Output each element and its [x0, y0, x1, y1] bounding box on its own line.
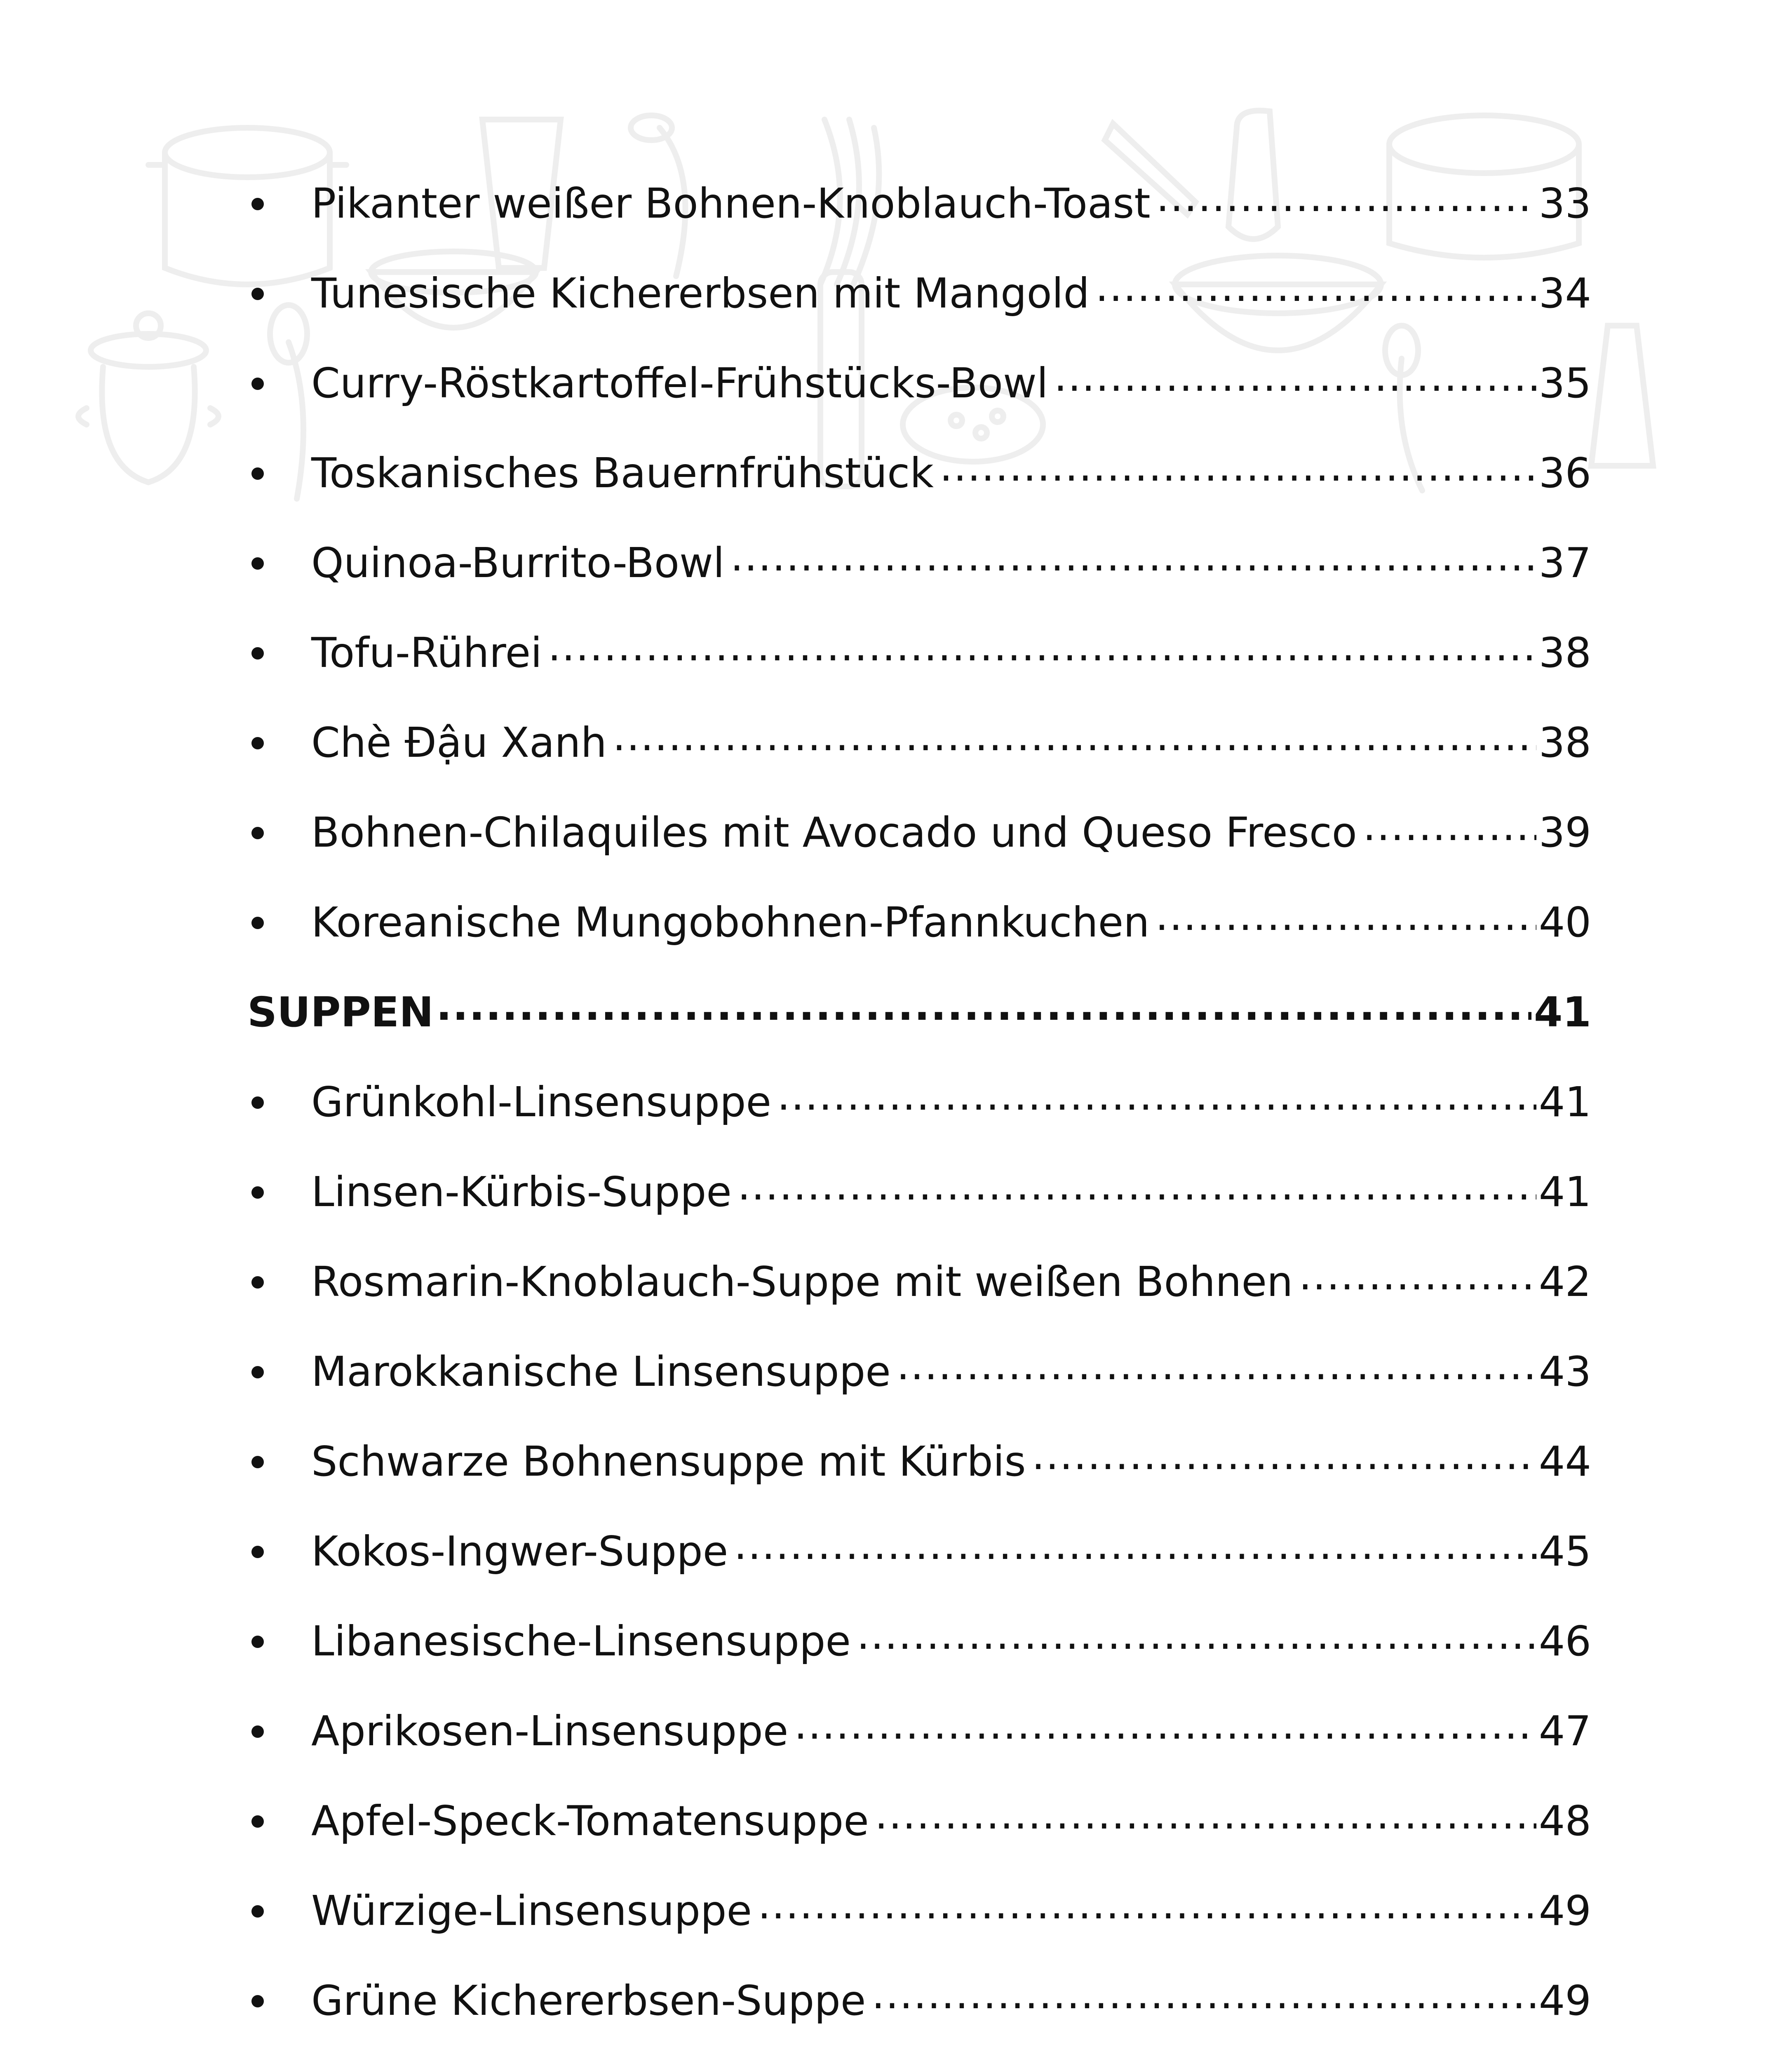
- bullet-icon: [247, 1261, 311, 1303]
- toc-entry-title: Schwarze Bohnensuppe mit Kürbis: [311, 1437, 1026, 1486]
- toc-entry-title: Marokkanische Linsensuppe: [311, 1347, 891, 1396]
- dot-leader: [734, 1531, 1536, 1572]
- toc-entry[interactable]: [247, 1147, 1591, 1237]
- toc-page-number: 38: [1538, 629, 1591, 677]
- dot-leader: [1299, 1261, 1536, 1303]
- dot-leader: [857, 1621, 1536, 1662]
- toc-page-number: 49: [1538, 1887, 1591, 1935]
- bullet-icon: [247, 363, 311, 404]
- bullet-icon: [247, 812, 311, 853]
- toc-entry[interactable]: [247, 788, 1591, 878]
- toc-entry-title: Koreanische Mungobohnen-Pfannkuchen: [311, 898, 1150, 946]
- toc-entry-title: Chè Đậu Xanh: [311, 718, 607, 767]
- toc-entry[interactable]: [247, 1417, 1591, 1507]
- bullet-icon: [247, 1980, 311, 2021]
- toc-page-number: 40: [1538, 898, 1591, 946]
- bullet-icon: [247, 902, 311, 943]
- toc-page-number: 34: [1538, 269, 1591, 317]
- toc-entry[interactable]: [247, 1866, 1591, 1956]
- toc-entry[interactable]: [247, 1507, 1591, 1596]
- toc-entry[interactable]: [247, 1057, 1591, 1147]
- table-of-contents: [247, 159, 1591, 2061]
- bullet-icon: [247, 273, 311, 314]
- toc-entry[interactable]: [247, 1237, 1591, 1327]
- toc-page-number: 43: [1538, 1347, 1591, 1396]
- dot-leader: [1156, 183, 1536, 224]
- dot-leader: [939, 453, 1536, 494]
- toc-page-number: 45: [1538, 1527, 1591, 1575]
- toc-entry-title: Tunesische Kichererbsen mit Mangold: [311, 269, 1090, 317]
- dot-leader: [1363, 812, 1536, 853]
- dot-leader: [875, 1800, 1536, 1842]
- toc-page-number: 47: [1538, 1707, 1591, 1755]
- dot-leader: [1156, 902, 1536, 943]
- toc-page-number: 37: [1538, 539, 1591, 587]
- toc-page-number: 41: [1534, 988, 1591, 1036]
- bullet-icon: [247, 1171, 311, 1213]
- bullet-icon: [247, 183, 311, 224]
- toc-entry-title: Rosmarin-Knoblauch-Suppe mit weißen Bohnen: [311, 1258, 1293, 1306]
- toc-entry[interactable]: [247, 428, 1591, 518]
- bullet-icon: [247, 453, 311, 494]
- toc-entry-title: Grünkohl-Linsensuppe: [311, 1078, 771, 1126]
- bullet-icon: [247, 1082, 311, 1123]
- toc-entry[interactable]: [247, 2046, 1591, 2061]
- toc-entry[interactable]: [247, 1686, 1591, 1776]
- toc-entry-title: Quinoa-Burrito-Bowl: [311, 539, 725, 587]
- toc-page-number: 39: [1538, 808, 1591, 857]
- toc-page-number: 46: [1538, 1617, 1591, 1665]
- toc-entry-title: Pikanter weißer Bohnen-Knoblauch-Toast: [311, 179, 1151, 228]
- toc-entry-title: Libanesische-Linsensuppe: [311, 1617, 851, 1665]
- dot-leader: [613, 722, 1536, 763]
- bullet-icon: [247, 1531, 311, 1572]
- toc-section-heading[interactable]: [247, 967, 1591, 1057]
- dot-leader: [871, 1980, 1536, 2021]
- toc-entry-title: Aprikosen-Linsensuppe: [311, 1707, 789, 1755]
- toc-page-number: 49: [1538, 1976, 1591, 2025]
- toc-page-number: 41: [1538, 1168, 1591, 1216]
- toc-entry[interactable]: [247, 249, 1591, 338]
- bullet-icon: [247, 632, 311, 674]
- dot-leader: [794, 1711, 1536, 1752]
- dot-leader: [1054, 363, 1536, 404]
- toc-entry[interactable]: [247, 698, 1591, 788]
- dot-leader: [758, 1890, 1536, 1932]
- bullet-icon: [247, 1711, 311, 1752]
- toc-entry-title: Apfel-Speck-Tomatensuppe: [311, 1797, 869, 1845]
- toc-entry[interactable]: [247, 1596, 1591, 1686]
- toc-page-number: 48: [1538, 1797, 1591, 1845]
- toc-page-number: 42: [1538, 1258, 1591, 1306]
- dot-leader: [1095, 273, 1536, 314]
- toc-entry[interactable]: [247, 1776, 1591, 1866]
- dot-leader: [897, 1351, 1536, 1392]
- toc-entry-title: Grüne Kichererbsen-Suppe: [311, 1976, 866, 2025]
- toc-entry[interactable]: [247, 159, 1591, 249]
- toc-entry-title: Curry-Röstkartoffel-Frühstücks-Bowl: [311, 359, 1048, 407]
- bullet-icon: [247, 1351, 311, 1392]
- toc-page-number: 41: [1538, 1078, 1591, 1126]
- bullet-icon: [247, 542, 311, 584]
- toc-entry-title: Würzige-Linsensuppe: [311, 1887, 752, 1935]
- toc-entry-title: Bohnen-Chilaquiles mit Avocado und Queso Fresco: [311, 808, 1357, 857]
- toc-entry[interactable]: [247, 1956, 1591, 2046]
- bullet-icon: [247, 1800, 311, 1842]
- toc-entry[interactable]: [247, 608, 1591, 698]
- toc-page-number: 36: [1538, 449, 1591, 497]
- toc-entry-title: Toskanisches Bauernfrühstück: [311, 449, 934, 497]
- toc-entry[interactable]: [247, 878, 1591, 967]
- dot-leader: [777, 1082, 1536, 1123]
- toc-entry-title: Linsen-Kürbis-Suppe: [311, 1168, 732, 1216]
- bullet-icon: [247, 1441, 311, 1482]
- bullet-icon: [247, 1621, 311, 1662]
- toc-page-number: 35: [1538, 359, 1591, 407]
- toc-entry-title: Tofu-Rührei: [311, 629, 542, 677]
- toc-entry[interactable]: [247, 1327, 1591, 1417]
- bullet-icon: [247, 1890, 311, 1932]
- dot-leader: [1032, 1441, 1536, 1482]
- toc-entry[interactable]: [247, 338, 1591, 428]
- dot-leader: [436, 992, 1531, 1033]
- bullet-icon: [247, 722, 311, 763]
- dot-leader: [730, 542, 1536, 584]
- toc-page-number: 33: [1538, 179, 1591, 228]
- toc-entry-title: Kokos-Ingwer-Suppe: [311, 1527, 728, 1575]
- toc-page-number: 38: [1538, 718, 1591, 767]
- dot-leader: [548, 632, 1536, 674]
- dot-leader: [737, 1171, 1536, 1213]
- toc-page-number: 44: [1538, 1437, 1591, 1486]
- toc-section-title: SUPPEN: [247, 988, 434, 1036]
- toc-entry[interactable]: [247, 518, 1591, 608]
